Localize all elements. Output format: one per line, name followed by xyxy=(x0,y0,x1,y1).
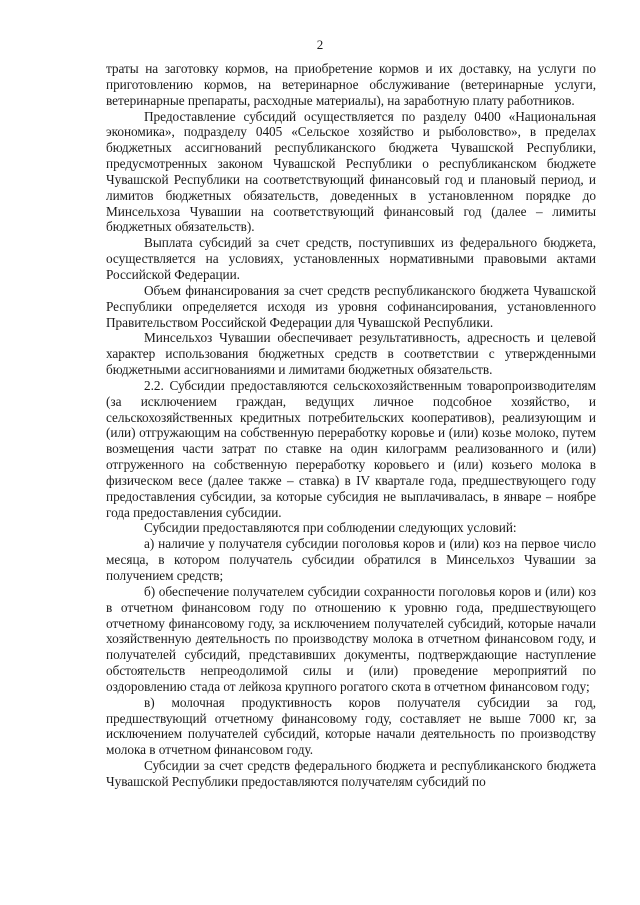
paragraph-subsidies-final: Субсидии за счет средств федерального бюджета и республиканского бюджета Чувашской Республики предоставляются получателям субсидий по xyxy=(106,758,596,789)
paragraph-condition-c: в) молочная продуктивность коров получателя субсидии за год, предшествующий отчетному финансовому году, составляет не выше 7000 кг, за исключением получателей субсидий, которые начали деятельность по производству молока в отчетном финансовом году. xyxy=(106,694,596,758)
paragraph-condition-b: б) обеспечение получателем субсидии сохранности поголовья коров и (или) коз в отчетном финансовом году по отношению к уровню года, предшествующего отчетному финансовому году, за исключением получателей субсидий, которые начали хозяйственную деятельность по производству молока в отчетном финансовом году, и получателей субсидий, представивших документы, подтверждающие наступление обстоятельств непреодолимой силы и (или) проведение мероприятий по оздоровлению стада от лейкоза крупного рогатого скота в отчетном финансовом году; xyxy=(106,583,596,694)
page-number: 2 xyxy=(316,37,324,52)
paragraph-ministry-ensures: Минсельхоз Чувашии обеспечивает результативность, адресность и целевой характер использования бюджетных средств в соответствии с утвержденными бюджетными ассигнованиями и лимитами бюджетных обязательств. xyxy=(106,330,596,378)
body-text xyxy=(106,61,596,790)
paragraph-budget-section: Предоставление субсидий осуществляется по разделу 0400 «Национальная экономика», подразделу 0405 «Сельское хозяйство и рыболовство», в пределах бюджетных ассигнований республиканского бюджета Чувашской Республики, предусмотренных законом Чувашской Республики о республиканском бюджете Чувашской Республики на соответствующий финансовый год и плановый период, и лимитов бюджетных обязательств, доведенных в установленном порядке до Минсельхоза Чувашии на соответствующий финансовый год (далее – лимиты бюджетных обязательств). xyxy=(106,108,596,235)
paragraph-financing-volume: Объем финансирования за счет средств республиканского бюджета Чувашской Республики определяется исходя из уровня софинансирования, установленного Правительством Российской Федерации для Чувашской Республики. xyxy=(106,282,596,330)
paragraph-continuation: траты на заготовку кормов, на приобретение кормов и их доставку, на услуги по приготовлению кормов, на ветеринарное обслуживание (ветеринарные услуги, ветеринарные препараты, расходные материалы), на заработную плату работников. xyxy=(106,61,596,108)
paragraph-federal-payment: Выплата субсидий за счет средств, поступивших из федерального бюджета, осуществляется на условиях, установленных нормативными правовыми актами Российской Федерации. xyxy=(106,235,596,282)
paragraph-condition-a: а) наличие у получателя субсидии поголовья коров и (или) коз на первое число месяца, в котором получатель субсидии обратился в Минсельхоз Чувашии за получением средств; xyxy=(106,536,596,583)
paragraph-section-2-2: 2.2. Субсидии предоставляются сельскохозяйственным товаропроизводителям (за исключением граждан, ведущих личное подсобное хозяйство, и сельскохозяйственных кредитных потребительских кооперативов), реализующим и (или) отгружающим на собственную переработку коровье и (или) козье молоко, путем возмещения части затрат по ставке на один килограмм реализованного и (или) отгруженного на собственную переработку коровьего и (или) козьего молока в физическом весе (далее также – ставка) в IV квартале года, предшествующего году предоставления субсидии, за которые субсидия не выплачивалась, в январе – ноябре года предоставления субсидии. xyxy=(106,377,596,520)
paragraph-conditions-intro: Субсидии предоставляются при соблюдении следующих условий: xyxy=(144,520,517,536)
